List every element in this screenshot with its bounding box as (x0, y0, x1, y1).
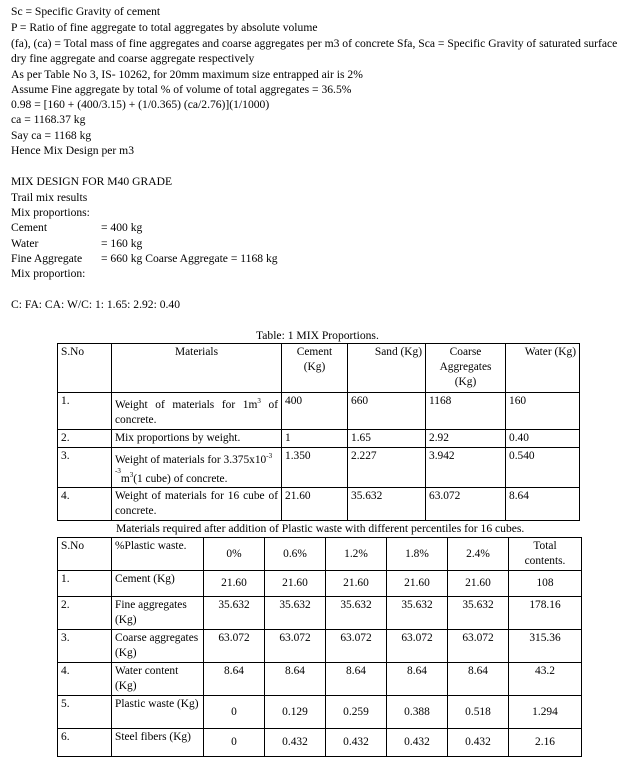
mix-ratio: C: FA: CA: W/C: 1: 1.65: 2.92: 0.40 (11, 298, 180, 311)
row-value-0.6: 21.60 (265, 571, 326, 597)
mix-proportions-table (57, 343, 580, 521)
trail-mix-text: Trail mix results (11, 191, 88, 204)
header-coarse: Coarse Aggregates (Kg) (426, 344, 506, 393)
row-value-1.8: 8.64 (387, 663, 448, 696)
definition-p: P = Ratio of fine aggregate to total aggregates by absolute volume (11, 21, 318, 34)
row-coarse: 2.92 (426, 429, 506, 447)
table-row (58, 571, 582, 597)
mix-proportions-label: Mix proportions: (11, 206, 90, 219)
row-cement: 400 (282, 393, 348, 430)
row-value-0: 35.632 (204, 597, 265, 630)
row-water: 0.540 (506, 447, 580, 488)
table-row (58, 488, 580, 521)
row-name: Water content (Kg) (112, 663, 204, 696)
assumption-text: Assume Fine aggregate by total % of volume of total aggregates = 36.5% (11, 83, 352, 96)
row-water: 160 (506, 393, 580, 430)
table-row (58, 447, 580, 488)
table-row (58, 597, 582, 630)
table-row (58, 663, 582, 696)
table-header-row (58, 344, 580, 393)
row-sand: 35.632 (348, 488, 426, 521)
row-coarse: 63.072 (426, 488, 506, 521)
row-value-1.8: 0.432 (387, 729, 448, 757)
row-value-2.4: 0.432 (448, 729, 509, 757)
row-sno: 6. (58, 729, 112, 757)
row-value-0: 8.64 (204, 663, 265, 696)
definition-fa-ca-line1: (fa), (ca) = Total mass of fine aggregates and coarse aggregates per m3 of concrete Sfa, Sca = Specific Gravity of saturated surface (11, 37, 618, 50)
row-sno: 3. (58, 447, 112, 488)
row-value-0.6: 63.072 (265, 630, 326, 663)
header-1.8-percent: 1.8% (387, 538, 448, 571)
row-material: Weight of materials for 16 cube of concrete. (112, 488, 282, 521)
row-total: 1.294 (509, 696, 582, 729)
row-value-0.6: 35.632 (265, 597, 326, 630)
row-value-2.4: 0.518 (448, 696, 509, 729)
mix-design-heading: MIX DESIGN FOR M40 GRADE (11, 175, 173, 188)
row-value-1.8: 0.388 (387, 696, 448, 729)
row-value-2.4: 63.072 (448, 630, 509, 663)
table-row (58, 696, 582, 729)
row-sno: 3. (58, 630, 112, 663)
table1-caption: Table: 1 MIX Proportions. (256, 329, 379, 342)
fine-aggregate-label: Fine Aggregate (11, 252, 83, 265)
row-sno: 2. (58, 597, 112, 630)
table-row (58, 393, 580, 430)
row-sno: 1. (58, 393, 112, 430)
water-value: = 160 kg (101, 237, 143, 250)
header-sno: S.No (58, 344, 112, 393)
entrapped-air-text: As per Table No 3, IS- 10262, for 20mm maximum size entrapped air is 2% (11, 68, 363, 81)
definition-sc: Sc = Specific Gravity of cement (11, 5, 161, 18)
row-name: Fine aggregates (Kg) (112, 597, 204, 630)
row-value-2.4: 21.60 (448, 571, 509, 597)
row-sno: 1. (58, 571, 112, 597)
row-total: 315.36 (509, 630, 582, 663)
header-cement: Cement (Kg) (282, 344, 348, 393)
table-header-row (58, 538, 582, 571)
row-value-1.2: 35.632 (326, 597, 387, 630)
row-value-2.4: 8.64 (448, 663, 509, 696)
ca-result: ca = 1168.37 kg (11, 113, 86, 126)
row-value-0.6: 8.64 (265, 663, 326, 696)
row-cement: 21.60 (282, 488, 348, 521)
header-sand: Sand (Kg) (348, 344, 426, 393)
row-value-0: 0 (204, 696, 265, 729)
row-value-0: 21.60 (204, 571, 265, 597)
row-coarse: 1168 (426, 393, 506, 430)
table-row (58, 630, 582, 663)
row-value-1.8: 21.60 (387, 571, 448, 597)
row-total: 43.2 (509, 663, 582, 696)
row-sno: 4. (58, 488, 112, 521)
row-value-1.2: 8.64 (326, 663, 387, 696)
header-plastic: %Plastic waste. (112, 538, 204, 571)
row-sand: 660 (348, 393, 426, 430)
header-water: Water (Kg) (506, 344, 580, 393)
row-sand: 1.65 (348, 429, 426, 447)
row-material: Weight of materials for $3.375x10^{-3}$ $^{-3}m^3(1$ cube) of concrete. (112, 447, 282, 488)
row-value-0: 0 (204, 729, 265, 757)
header-sno: S.No (58, 538, 112, 571)
row-name: Plastic waste (Kg) (112, 696, 204, 729)
row-water: 0.40 (506, 429, 580, 447)
header-materials: Materials (112, 344, 282, 393)
row-value-1.8: 63.072 (387, 630, 448, 663)
row-value-0: 63.072 (204, 630, 265, 663)
row-value-2.4: 35.632 (448, 597, 509, 630)
row-value-0.6: 0.129 (265, 696, 326, 729)
row-name: Steel fibers (Kg) (112, 729, 204, 757)
row-cement: 1.350 (282, 447, 348, 488)
plastic-waste-table (57, 537, 582, 757)
row-sno: 4. (58, 663, 112, 696)
row-cement: 1 (282, 429, 348, 447)
row-sno: 5. (58, 696, 112, 729)
table2-caption: Materials required after addition of Plastic waste with different percentiles for 16 cubes. (116, 522, 525, 535)
header-2.4-percent: 2.4% (448, 538, 509, 571)
ca-rounded: Say ca = 1168 kg (11, 129, 92, 142)
table-row (58, 729, 582, 757)
row-value-1.2: 0.432 (326, 729, 387, 757)
row-total: 2.16 (509, 729, 582, 757)
water-label: Water (11, 237, 39, 250)
cement-value: = 400 kg (101, 221, 143, 234)
mix-proportion-label: Mix proportion: (11, 267, 86, 280)
row-material: Weight of materials for $1m^3$ of concrete. (112, 393, 282, 430)
row-total: 108 (509, 571, 582, 597)
mix-equation: 0.98 = [160 + (400/3.15) + (1/0.365) (ca/2.76)](1/1000) (11, 98, 270, 111)
row-material: Mix proportions by weight. (112, 429, 282, 447)
row-value-1.2: 0.259 (326, 696, 387, 729)
definition-fa-ca-line2: dry fine aggregate and coarse aggregate respectively (11, 52, 255, 65)
header-0.6-percent: 0.6% (265, 538, 326, 571)
row-value-0.6: 0.432 (265, 729, 326, 757)
row-total: 178.16 (509, 597, 582, 630)
hence-text: Hence Mix Design per m3 (11, 144, 134, 157)
row-sand: 2.227 (348, 447, 426, 488)
row-coarse: 3.942 (426, 447, 506, 488)
header-0-percent: 0% (204, 538, 265, 571)
row-value-1.2: 63.072 (326, 630, 387, 663)
cement-label: Cement (11, 221, 48, 234)
row-sno: 2. (58, 429, 112, 447)
row-water: 8.64 (506, 488, 580, 521)
header-total: Total contents. (509, 538, 582, 571)
row-value-1.8: 35.632 (387, 597, 448, 630)
row-value-1.2: 21.60 (326, 571, 387, 597)
row-name: Cement (Kg) (112, 571, 204, 597)
fine-aggregate-value: = 660 kg Coarse Aggregate = 1168 kg (101, 252, 278, 265)
table-row (58, 429, 580, 447)
row-name: Coarse aggregates (Kg) (112, 630, 204, 663)
header-1.2-percent: 1.2% (326, 538, 387, 571)
